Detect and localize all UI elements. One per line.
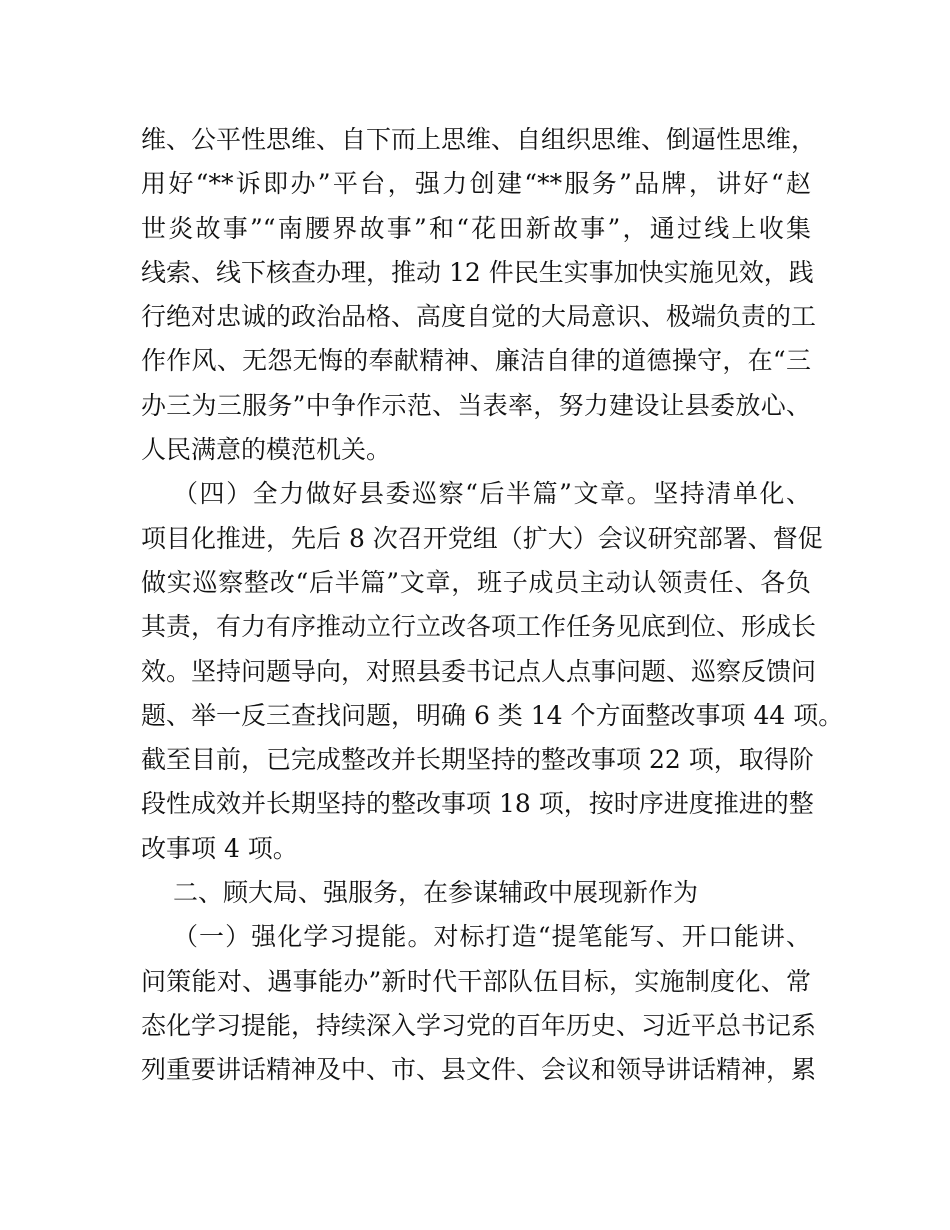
text-line: 项目化推进，先后 8 次召开党组（扩大）会议研究部署、督促 xyxy=(141,523,823,553)
text-line: 人民满意的模范机关。 xyxy=(141,435,392,465)
text-line: 维、公平性思维、自下而上思维、自组织思维、倒逼性思维， xyxy=(141,125,817,154)
text-line: 线索、线下核查办理，推动 12 件民生实事加快实施见效，践 xyxy=(141,257,814,287)
text-line: 行绝对忠诚的政治品格、高度自觉的大局意识、极端负责的工 xyxy=(141,302,817,332)
text-line: 截至目前，已完成整改并长期坚持的整改事项 22 项，取得阶 xyxy=(141,745,814,775)
text-line: 办三为三服务”中争作示范、当表率，努力建设让县委放心、 xyxy=(141,390,811,420)
text-line: 作作风、无怨无悔的奉献精神、廉洁自律的道德操守，在“三 xyxy=(141,346,811,376)
text-line: 列重要讲话精神及中、市、县文件、会议和领导讲话精神，累 xyxy=(141,1055,817,1085)
text-line: 效。坚持问题导向，对照县委书记点人点事问题、巡察反馈问 xyxy=(141,656,817,686)
text-line: 态化学习提能，持续深入学习党的百年历史、习近平总书记系 xyxy=(141,1010,817,1040)
text-line: 做实巡察整改“后半篇”文章，班子成员主动认领责任、各负 xyxy=(141,567,811,597)
text-line: 其责，有力有序推动立行立改各项工作任务见底到位、形成长 xyxy=(141,612,817,642)
text-line: （一）强化学习提能。对标打造“提笔能写、开口能讲、 xyxy=(173,922,811,952)
text-line: （四）全力做好县委巡察“后半篇”文章。坚持清单化、 xyxy=(173,479,811,509)
text-line: 改事项 4 项。 xyxy=(141,833,298,863)
text-line: 段性成效并长期坚持的整改事项 18 项，按时序进度推进的整 xyxy=(141,789,814,819)
text-line: 用好“**诉即办”平台，强力创建“**服务”品牌，讲好“赵 xyxy=(141,169,811,199)
text-line: 世炎故事”“南腰界故事”和“花田新故事”，通过线上收集 xyxy=(141,213,811,243)
text-line: 二、顾大局、强服务，在参谋辅政中展现新作为 xyxy=(173,878,699,908)
text-line: 问策能对、遇事能办”新时代干部队伍目标，实施制度化、常 xyxy=(141,966,811,996)
text-line: 题、举一反三查找问题，明确 6 类 14 个方面整改事项 44 项。 xyxy=(141,700,844,730)
document-body xyxy=(141,118,844,1093)
